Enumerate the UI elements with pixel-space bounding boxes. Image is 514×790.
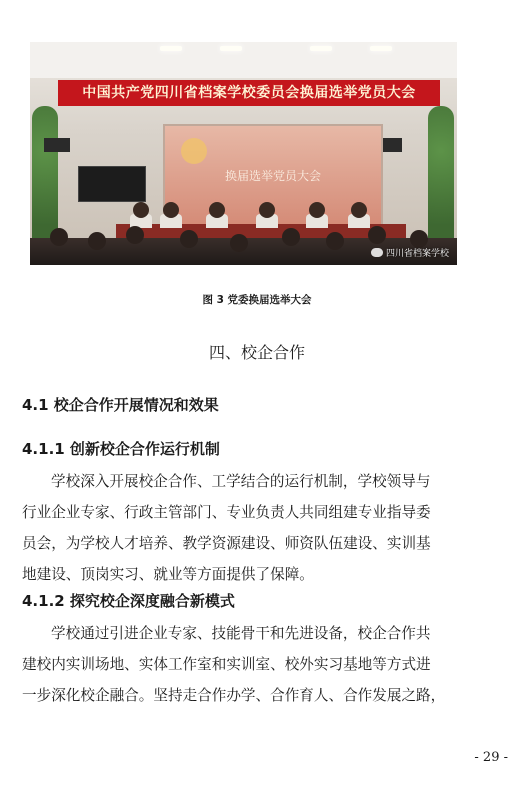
page-number: - 29 - <box>474 750 508 765</box>
audience-head <box>50 228 68 246</box>
presidium-head <box>351 202 367 218</box>
paragraph-line: 一步深化校企融合。坚持走合作办学、合作育人、合作发展之路， <box>22 687 446 704</box>
wechat-icon <box>371 248 383 257</box>
ceiling-lamp <box>370 46 392 51</box>
meeting-photo <box>30 42 457 265</box>
wall-tv <box>78 166 146 202</box>
audience-head <box>368 226 386 244</box>
paragraph-integration <box>22 618 484 711</box>
heading-4-1-1: 4.1.1 创新校企合作运行机制 <box>22 440 220 458</box>
watermark-text: 四川省档案学校 <box>385 249 449 259</box>
heading-4-1: 4.1 校企合作开展情况和效果 <box>22 396 219 414</box>
paragraph-line: 学校深入开展校企合作、工学结合的运行机制，学校领导与 <box>51 473 431 490</box>
audience-head <box>88 232 106 250</box>
paragraph-line: 建校内实训场地、实体工作室和实训室、校外实习基地等方式进 <box>22 656 431 673</box>
ceiling-lamp <box>220 46 242 51</box>
photo-watermark <box>371 246 449 259</box>
paragraph-line: 学校通过引进企业专家、技能骨干和先进设备，校企合作共 <box>51 625 431 642</box>
paragraph-mechanism <box>22 466 484 590</box>
paragraph-line: 地建设、顶岗实习、就业等方面提供了保障。 <box>22 566 314 583</box>
photo-ceiling <box>30 42 457 78</box>
heading-4-1-2: 4.1.2 探究校企深度融合新模式 <box>22 592 235 610</box>
audience-head <box>326 232 344 250</box>
presidium-head <box>209 202 225 218</box>
ceiling-lamp <box>160 46 182 51</box>
plant-right <box>428 106 454 256</box>
audience-head <box>180 230 198 248</box>
presidium-head <box>163 202 179 218</box>
audience-head <box>126 226 144 244</box>
presidium-head <box>309 202 325 218</box>
paragraph-line: 行业企业专家、行政主管部门、专业负责人共同组建专业指导委 <box>22 504 431 521</box>
audience-head <box>282 228 300 246</box>
section-title: 四、校企合作 <box>208 343 305 362</box>
speaker-left <box>44 138 70 152</box>
paragraph-line: 员会，为学校人才培养、教学资源建设、师资队伍建设、实训基 <box>22 535 431 552</box>
photo-banner: 中国共产党四川省档案学校委员会换届选举党员大会 <box>58 80 440 106</box>
projection-screen: 换届选举党员大会 <box>163 124 383 230</box>
figure-caption: 图 3 党委换届选举大会 <box>202 294 312 306</box>
presidium-head <box>133 202 149 218</box>
audience-head <box>230 234 248 252</box>
party-emblem <box>181 138 207 164</box>
ceiling-lamp <box>310 46 332 51</box>
presidium-head <box>259 202 275 218</box>
